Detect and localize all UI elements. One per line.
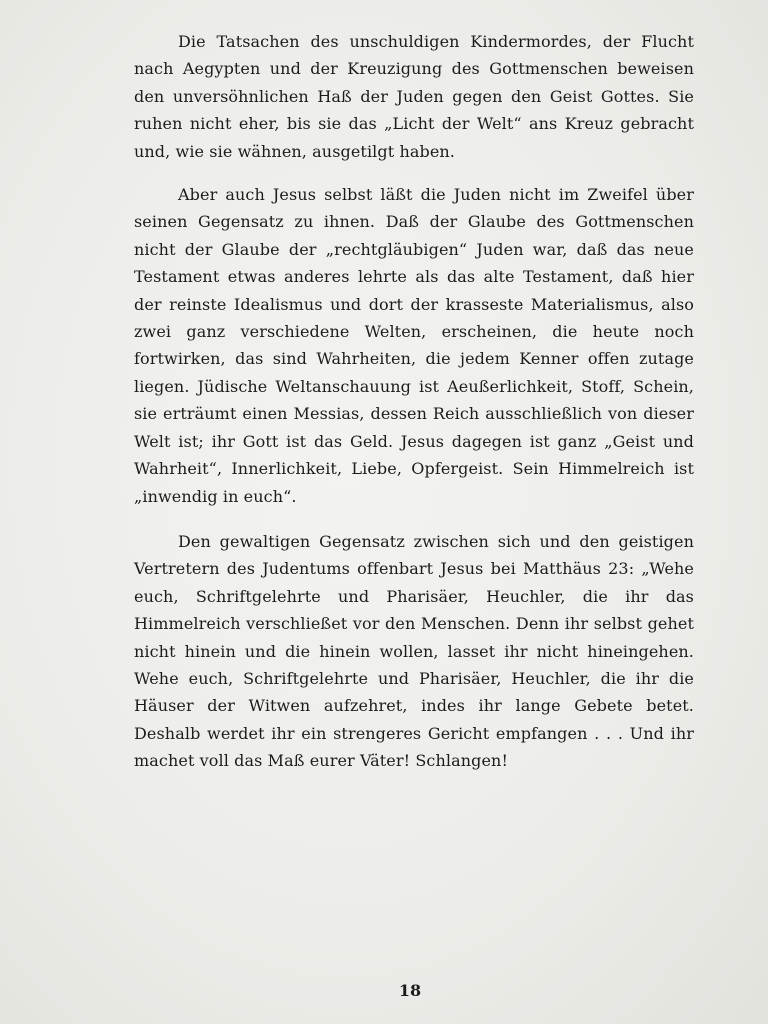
paragraph-2: Aber auch Jesus selbst läßt die Juden nicht im Zweifel über seinen Gegensatz zu ihnen. Daß der Glaube des Gottmenschen nicht der Glaube der „rechtgläubigen“ Juden war, daß das neue Testament etwas anderes lehrte als das alte Testament, daß hier der reinste Idealismus und dort der krasseste Materialismus, also zwei ganz verschiedene Welten, erscheinen, die heute noch fortwirken, das sind Wahrheiten, die jedem Kenner offen zutage liegen. Jüdische Weltanschauung ist Aeußerlichkeit, Stoff, Schein, sie erträumt einen Messias, dessen Reich ausschließlich von dieser Welt ist; ihr Gott ist das Geld. Jesus dagegen ist ganz „Geist und Wahrheit“, Innerlichkeit, Liebe, Opfergeist. Sein Himmelreich ist „inwendig in euch“. xyxy=(134,185,694,506)
paragraph-3: Den gewaltigen Gegensatz zwischen sich und den geistigen Vertretern des Judentums offenbart Jesus bei Matthäus 23: „Wehe euch, Schriftgelehrte und Pharisäer, Heuchler, die ihr das Himmelreich verschließet vor den Menschen. Denn ihr selbst gehet nicht hinein und die hinein wollen, lasset ihr nicht hineingehen. Wehe euch, Schriftgelehrte und Pharisäer, Heuchler, die ihr die Häuser der Witwen aufzehret, indes ihr lange Gebete betet. Deshalb werdet ihr ein strengeres Gericht empfangen . . . Und ihr machet voll das Maß eurer Väter! Schlangen! xyxy=(134,531,694,771)
body-text xyxy=(134,28,694,791)
paragraph-1: Die Tatsachen des unschuldigen Kindermordes, der Flucht nach Aegypten und der Kreuzigung des Gottmenschen beweisen den unversöhnlichen Haß der Juden gegen den Geist Gottes. Sie ruhen nicht eher, bis sie das „Licht der Welt“ ans Kreuz gebracht und, wie sie wähnen, ausgetilgt haben. xyxy=(134,32,694,161)
page-number: 18 xyxy=(398,981,422,1000)
